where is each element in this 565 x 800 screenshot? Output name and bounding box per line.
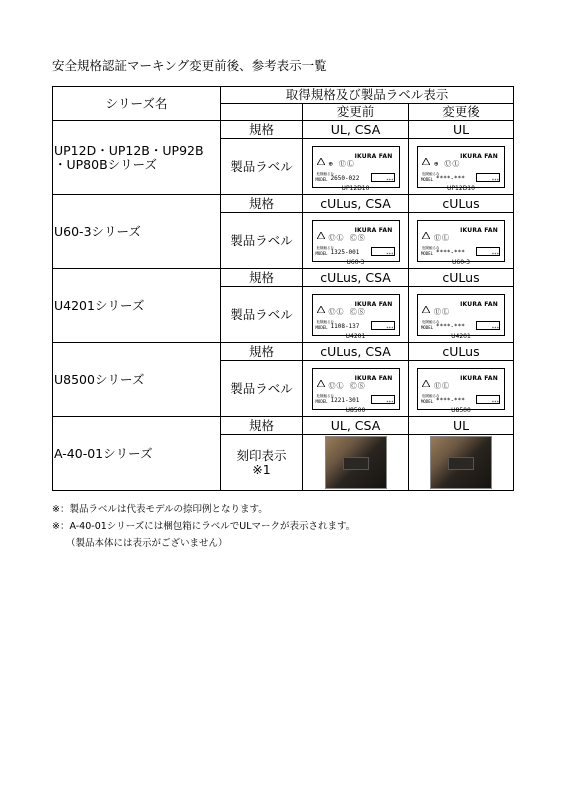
model-word: MODEL bbox=[421, 250, 434, 256]
brand-logo: IKURA FAN bbox=[354, 226, 393, 234]
label-code: U8500 bbox=[345, 406, 366, 414]
stars-box: *** bbox=[371, 173, 395, 182]
label-code: UP12D10 bbox=[341, 184, 370, 192]
product-label-image bbox=[417, 220, 505, 266]
series-name: U4201シリーズ bbox=[53, 269, 221, 343]
certification-marks-icon: ⓊⓁ bbox=[434, 307, 450, 316]
certification-marks-icon: ⓊⓁ ⒸⓈ bbox=[328, 307, 366, 316]
warning-triangle-icon bbox=[317, 232, 325, 239]
stars-box: *** bbox=[476, 173, 500, 182]
label-code: U8500 bbox=[451, 406, 471, 414]
brand-logo: IKURA FAN bbox=[460, 300, 498, 308]
stamp-photo bbox=[325, 436, 387, 489]
brand-logo: IKURA FAN bbox=[460, 374, 498, 382]
caution-text: 危険触るな bbox=[316, 171, 334, 176]
model-number: ****-*** bbox=[436, 248, 465, 256]
brand-logo: IKURA FAN bbox=[354, 152, 393, 160]
caution-text: 危険触るな bbox=[422, 171, 440, 176]
brand-logo: IKURA FAN bbox=[460, 152, 498, 160]
caution-text: 危険触るな bbox=[422, 319, 440, 324]
stars-box: *** bbox=[476, 247, 500, 256]
stamp-note: ※1 bbox=[252, 461, 271, 477]
certification-marks-icon: ⓊⓁ bbox=[434, 381, 450, 390]
before-label-cell bbox=[303, 213, 409, 269]
caution-text: 危険触るな bbox=[422, 393, 440, 398]
before-stamp-cell bbox=[303, 435, 409, 491]
before-standard: UL, CSA bbox=[303, 417, 409, 435]
before-label-cell bbox=[303, 139, 409, 195]
after-standard: UL bbox=[409, 121, 514, 139]
model-word: MODEL bbox=[315, 250, 328, 256]
product-label-image bbox=[312, 220, 400, 266]
caution-text: 危険触るな bbox=[316, 245, 334, 250]
label-code: U4201 bbox=[451, 332, 471, 340]
series-name bbox=[53, 121, 221, 195]
certification-marks-icon: ⓊⓁ ⒸⓈ bbox=[328, 381, 366, 390]
after-standard: cULus bbox=[409, 343, 514, 361]
before-standard: cULus, CSA bbox=[303, 343, 409, 361]
model-word: MODEL bbox=[421, 324, 434, 330]
row-label-product: 製品ラベル bbox=[221, 287, 303, 343]
model-number: 1108-137 bbox=[330, 322, 360, 330]
series-line: ・UP80Bシリーズ bbox=[54, 156, 158, 172]
row-label-standard: 規格 bbox=[221, 269, 303, 287]
footnote: （製品本体には表示がございません） bbox=[66, 538, 228, 549]
stamp-photo bbox=[430, 436, 492, 489]
header-group: 取得規格及び製品ラベル表示 bbox=[221, 87, 514, 104]
series-line: UP12D・UP12B・UP92B bbox=[54, 142, 204, 158]
footnotes bbox=[52, 501, 355, 552]
after-label-cell bbox=[409, 287, 514, 343]
stars-box: *** bbox=[371, 321, 395, 330]
warning-triangle-icon bbox=[422, 232, 430, 239]
model-number: 1221-301 bbox=[330, 396, 360, 404]
row-label-standard: 規格 bbox=[221, 417, 303, 435]
row-label-stamp bbox=[221, 435, 303, 491]
after-standard: UL bbox=[409, 417, 514, 435]
header-before: 変更前 bbox=[303, 104, 409, 121]
series-name: U60-3シリーズ bbox=[53, 195, 221, 269]
brand-logo: IKURA FAN bbox=[460, 226, 498, 234]
model-number: ****-*** bbox=[436, 322, 465, 330]
warning-triangle-icon bbox=[317, 306, 325, 313]
product-label-image bbox=[417, 294, 505, 340]
model-word: MODEL bbox=[315, 324, 328, 330]
row-label-product: 製品ラベル bbox=[221, 213, 303, 269]
warning-triangle-icon bbox=[317, 380, 325, 387]
after-standard: cULus bbox=[409, 269, 514, 287]
header-series: シリーズ名 bbox=[53, 87, 221, 121]
header-after: 変更後 bbox=[409, 104, 514, 121]
row-label-standard: 規格 bbox=[221, 195, 303, 213]
stars-box: *** bbox=[371, 395, 395, 404]
footnote: ※：A-40-01シリーズには梱包箱にラベルでULマークが表示されます。 bbox=[52, 521, 356, 532]
row-label-product: 製品ラベル bbox=[221, 139, 303, 195]
certification-marks-icon: ⓊⓁ ⒸⓈ bbox=[328, 233, 366, 242]
warning-triangle-icon bbox=[422, 158, 430, 165]
series-name: U8500シリーズ bbox=[53, 343, 221, 417]
model-number: ****-*** bbox=[436, 396, 465, 404]
series-name: A-40-01シリーズ bbox=[53, 417, 221, 491]
label-code: UP12D10 bbox=[447, 184, 475, 192]
model-number: ****-*** bbox=[436, 174, 465, 182]
caution-text: 危険触るな bbox=[316, 319, 334, 324]
header-blank bbox=[221, 104, 303, 121]
before-standard: cULus, CSA bbox=[303, 195, 409, 213]
certification-marks-icon: ⊕ ⓊⓁ bbox=[434, 159, 461, 168]
brand-logo: IKURA FAN bbox=[354, 374, 393, 382]
after-standard: cULus bbox=[409, 195, 514, 213]
model-number: 2650-022 bbox=[330, 174, 360, 182]
label-code: U60-3 bbox=[451, 258, 470, 266]
after-label-cell bbox=[409, 213, 514, 269]
stars-box: *** bbox=[476, 395, 500, 404]
before-standard: cULus, CSA bbox=[303, 269, 409, 287]
model-word: MODEL bbox=[315, 176, 328, 182]
before-standard: UL, CSA bbox=[303, 121, 409, 139]
warning-triangle-icon bbox=[422, 306, 430, 313]
page-title: 安全規格認証マーキング変更前後、参考表示一覧 bbox=[52, 58, 327, 73]
warning-triangle-icon bbox=[422, 380, 430, 387]
product-label-image bbox=[417, 146, 505, 192]
label-code: U60-3 bbox=[346, 258, 365, 266]
footnote: ※：製品ラベルは代表モデルの捺印例となります。 bbox=[52, 504, 268, 515]
stamp-mark bbox=[448, 457, 474, 470]
caution-text: 危険触るな bbox=[316, 393, 334, 398]
model-word: MODEL bbox=[315, 398, 328, 404]
certification-marks-icon: ⊕ ⓊⓁ bbox=[328, 159, 355, 168]
product-label-image bbox=[312, 368, 400, 414]
caution-text: 危険触るな bbox=[422, 245, 440, 250]
label-code: U4201 bbox=[345, 332, 366, 340]
after-label-cell bbox=[409, 361, 514, 417]
warning-triangle-icon bbox=[317, 158, 325, 165]
row-label-standard: 規格 bbox=[221, 343, 303, 361]
product-label-image bbox=[312, 146, 400, 192]
after-stamp-cell bbox=[409, 435, 514, 491]
product-label-image bbox=[312, 294, 400, 340]
model-number: 1325-001 bbox=[330, 248, 360, 256]
brand-logo: IKURA FAN bbox=[354, 300, 393, 308]
product-label-image bbox=[417, 368, 505, 414]
model-word: MODEL bbox=[421, 176, 434, 182]
stamp-label: 刻印表示 bbox=[236, 447, 287, 463]
model-word: MODEL bbox=[421, 398, 434, 404]
row-label-product: 製品ラベル bbox=[221, 361, 303, 417]
stars-box: *** bbox=[476, 321, 500, 330]
stamp-mark bbox=[343, 457, 369, 470]
stars-box: *** bbox=[371, 247, 395, 256]
certification-table bbox=[52, 86, 514, 491]
certification-marks-icon: ⓊⓁ bbox=[434, 233, 450, 242]
before-label-cell bbox=[303, 361, 409, 417]
after-label-cell bbox=[409, 139, 514, 195]
before-label-cell bbox=[303, 287, 409, 343]
row-label-standard: 規格 bbox=[221, 121, 303, 139]
